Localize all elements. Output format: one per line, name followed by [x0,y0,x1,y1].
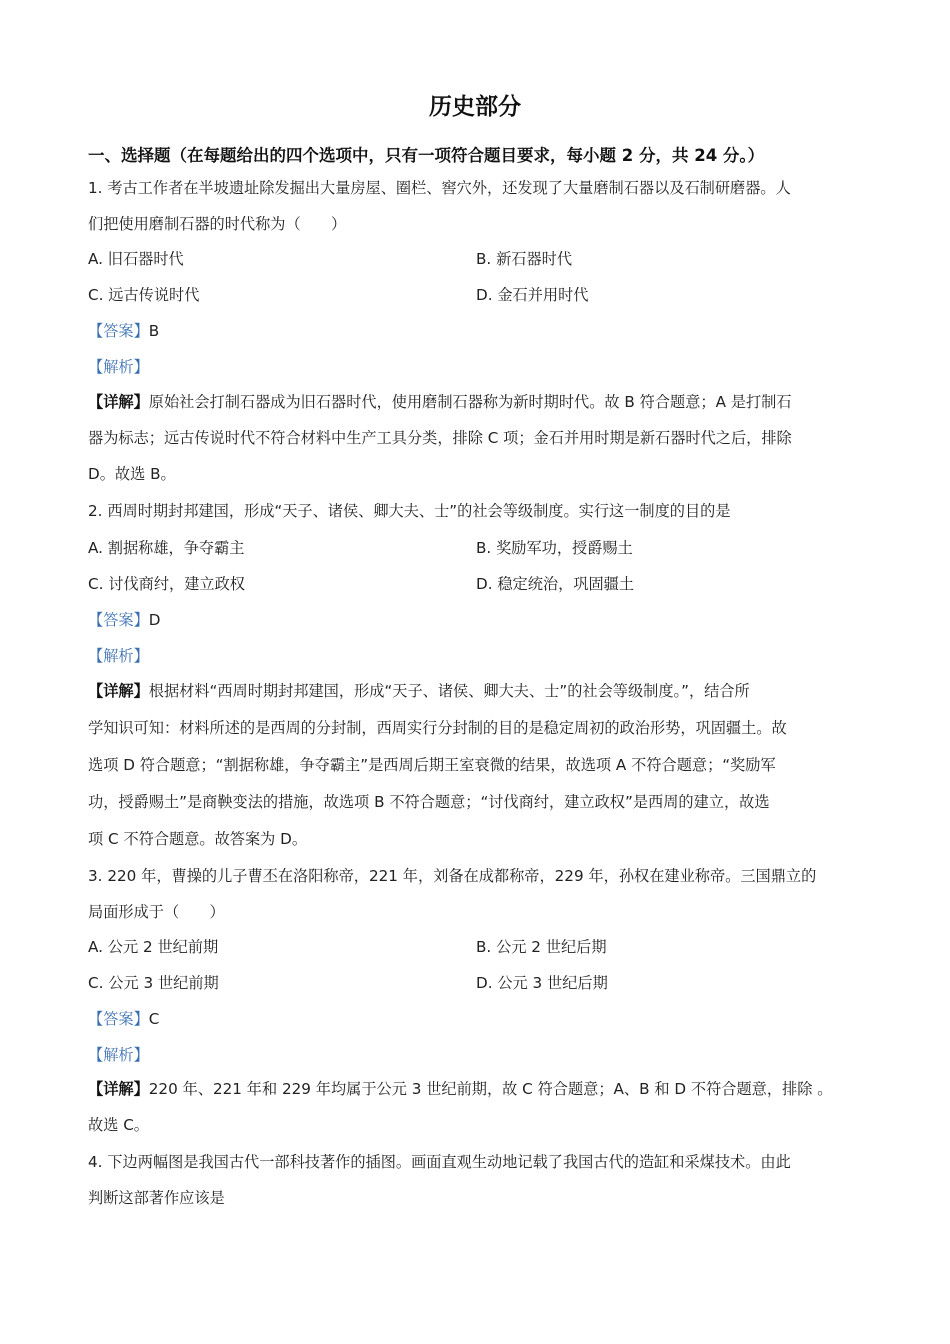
q1-answer-value: B [148,322,160,340]
q2-analysis-label: 【解析】 [88,647,149,665]
q4-stem-line-1: 4. 下边两幅图是我国古代一部科技著作的插图。画面直观生动地记载了我国古代的造缸和采煤技术。由此 [88,1153,791,1171]
answer-label: 【答案】 [88,322,149,340]
q2-detail-line-1: 【详解】根据材料“西周时期封邦建国，形成“天子、诸侯、卿大夫、士”的社会等级制度。”，结合所 [88,682,750,700]
q1-analysis-label: 【解析】 [88,358,149,376]
q1-stem-line-2: 们把使用磨制石器的时代称为（ ） [88,215,347,233]
detail-label: 【详解】 [88,393,149,411]
q1-answer [88,321,159,341]
q1-detail-line-2: 器为标志；远古传说时代不符合材料中生产工具分类，排除 C 项；金石并用时期是新石器时代之后，排除 [88,429,792,447]
q3-option-c: C. 公元 3 世纪前期 [88,974,219,992]
q3-option-b: B. 公元 2 世纪后期 [476,938,607,956]
answer-label: 【答案】 [88,1010,149,1028]
answer-label: 【答案】 [88,611,149,629]
page-title: 历史部分 [429,94,521,120]
q2-answer-value: D [148,611,161,629]
q2-option-b: B. 奖励军功，授爵赐土 [476,539,633,557]
q4-stem-line-2: 判断这部著作应该是 [88,1189,225,1207]
q2-option-a: A. 割据称雄，争夺霸主 [88,539,245,557]
q2-stem-line-1: 2. 西周时期封邦建国，形成“天子、诸侯、卿大夫、士”的社会等级制度。实行这一制度的目的是 [88,502,731,520]
q2-detail-line-3: 选项 D 符合题意；“割据称雄，争夺霸主”是西周后期王室衰微的结果，故选项 A 不符合题意；“奖励军 [88,756,776,774]
q1-option-c: C. 远古传说时代 [88,286,200,304]
q3-detail-line-2: 故选 C。 [88,1116,149,1134]
q3-detail-line-1: 【详解】220 年、221 年和 229 年均属于公元 3 世纪前期，故 C 符合题意；A、B 和 D 不符合题意，排除 。 [88,1080,833,1098]
q2-detail-line-2: 学知识可知：材料所述的是西周的分封制，西周实行分封制的目的是稳定周初的政治形势，巩固疆土。故 [88,719,787,737]
q2-option-d: D. 稳定统治，巩固疆土 [476,575,635,593]
q3-stem-line-1: 3. 220 年，曹操的儿子曹丕在洛阳称帝，221 年，刘备在成都称帝，229 年，孙权在建业称帝。三国鼎立的 [88,867,817,885]
q3-analysis-label: 【解析】 [88,1046,149,1064]
q3-option-a: A. 公元 2 世纪前期 [88,938,219,956]
q1-option-d: D. 金石并用时代 [476,286,589,304]
q2-answer [88,610,160,630]
q1-option-a: A. 旧石器时代 [88,250,184,268]
q2-detail-line-4: 功，授爵赐土”是商鞅变法的措施，故选项 B 不符合题意；“讨伐商纣，建立政权”是西周的建立，故选 [88,793,770,811]
q1-detail-line-3: D。故选 B。 [88,465,176,483]
q3-answer [88,1009,159,1029]
q3-answer-value: C [148,1010,160,1028]
detail-label: 【详解】 [88,1080,149,1098]
q2-detail-line-5: 项 C 不符合题意。故答案为 D。 [88,830,308,848]
section-heading: 一、选择题（在每题给出的四个选项中，只有一项符合题目要求，每小题 2 分，共 24 分。） [88,146,765,165]
q1-stem-line-1: 1. 考古工作者在半坡遗址除发掘出大量房屋、圈栏、窖穴外，还发现了大量磨制石器以及石制研磨器。人 [88,179,791,197]
q3-option-d: D. 公元 3 世纪后期 [476,974,608,992]
detail-label: 【详解】 [88,682,149,700]
q3-stem-line-2: 局面形成于（ ） [88,903,225,921]
q2-option-c: C. 讨伐商纣，建立政权 [88,575,245,593]
q1-option-b: B. 新石器时代 [476,250,573,268]
q1-detail-line-1: 【详解】原始社会打制石器成为旧石器时代，使用磨制石器称为新时期时代。故 B 符合题意；A 是打制石 [88,393,792,411]
